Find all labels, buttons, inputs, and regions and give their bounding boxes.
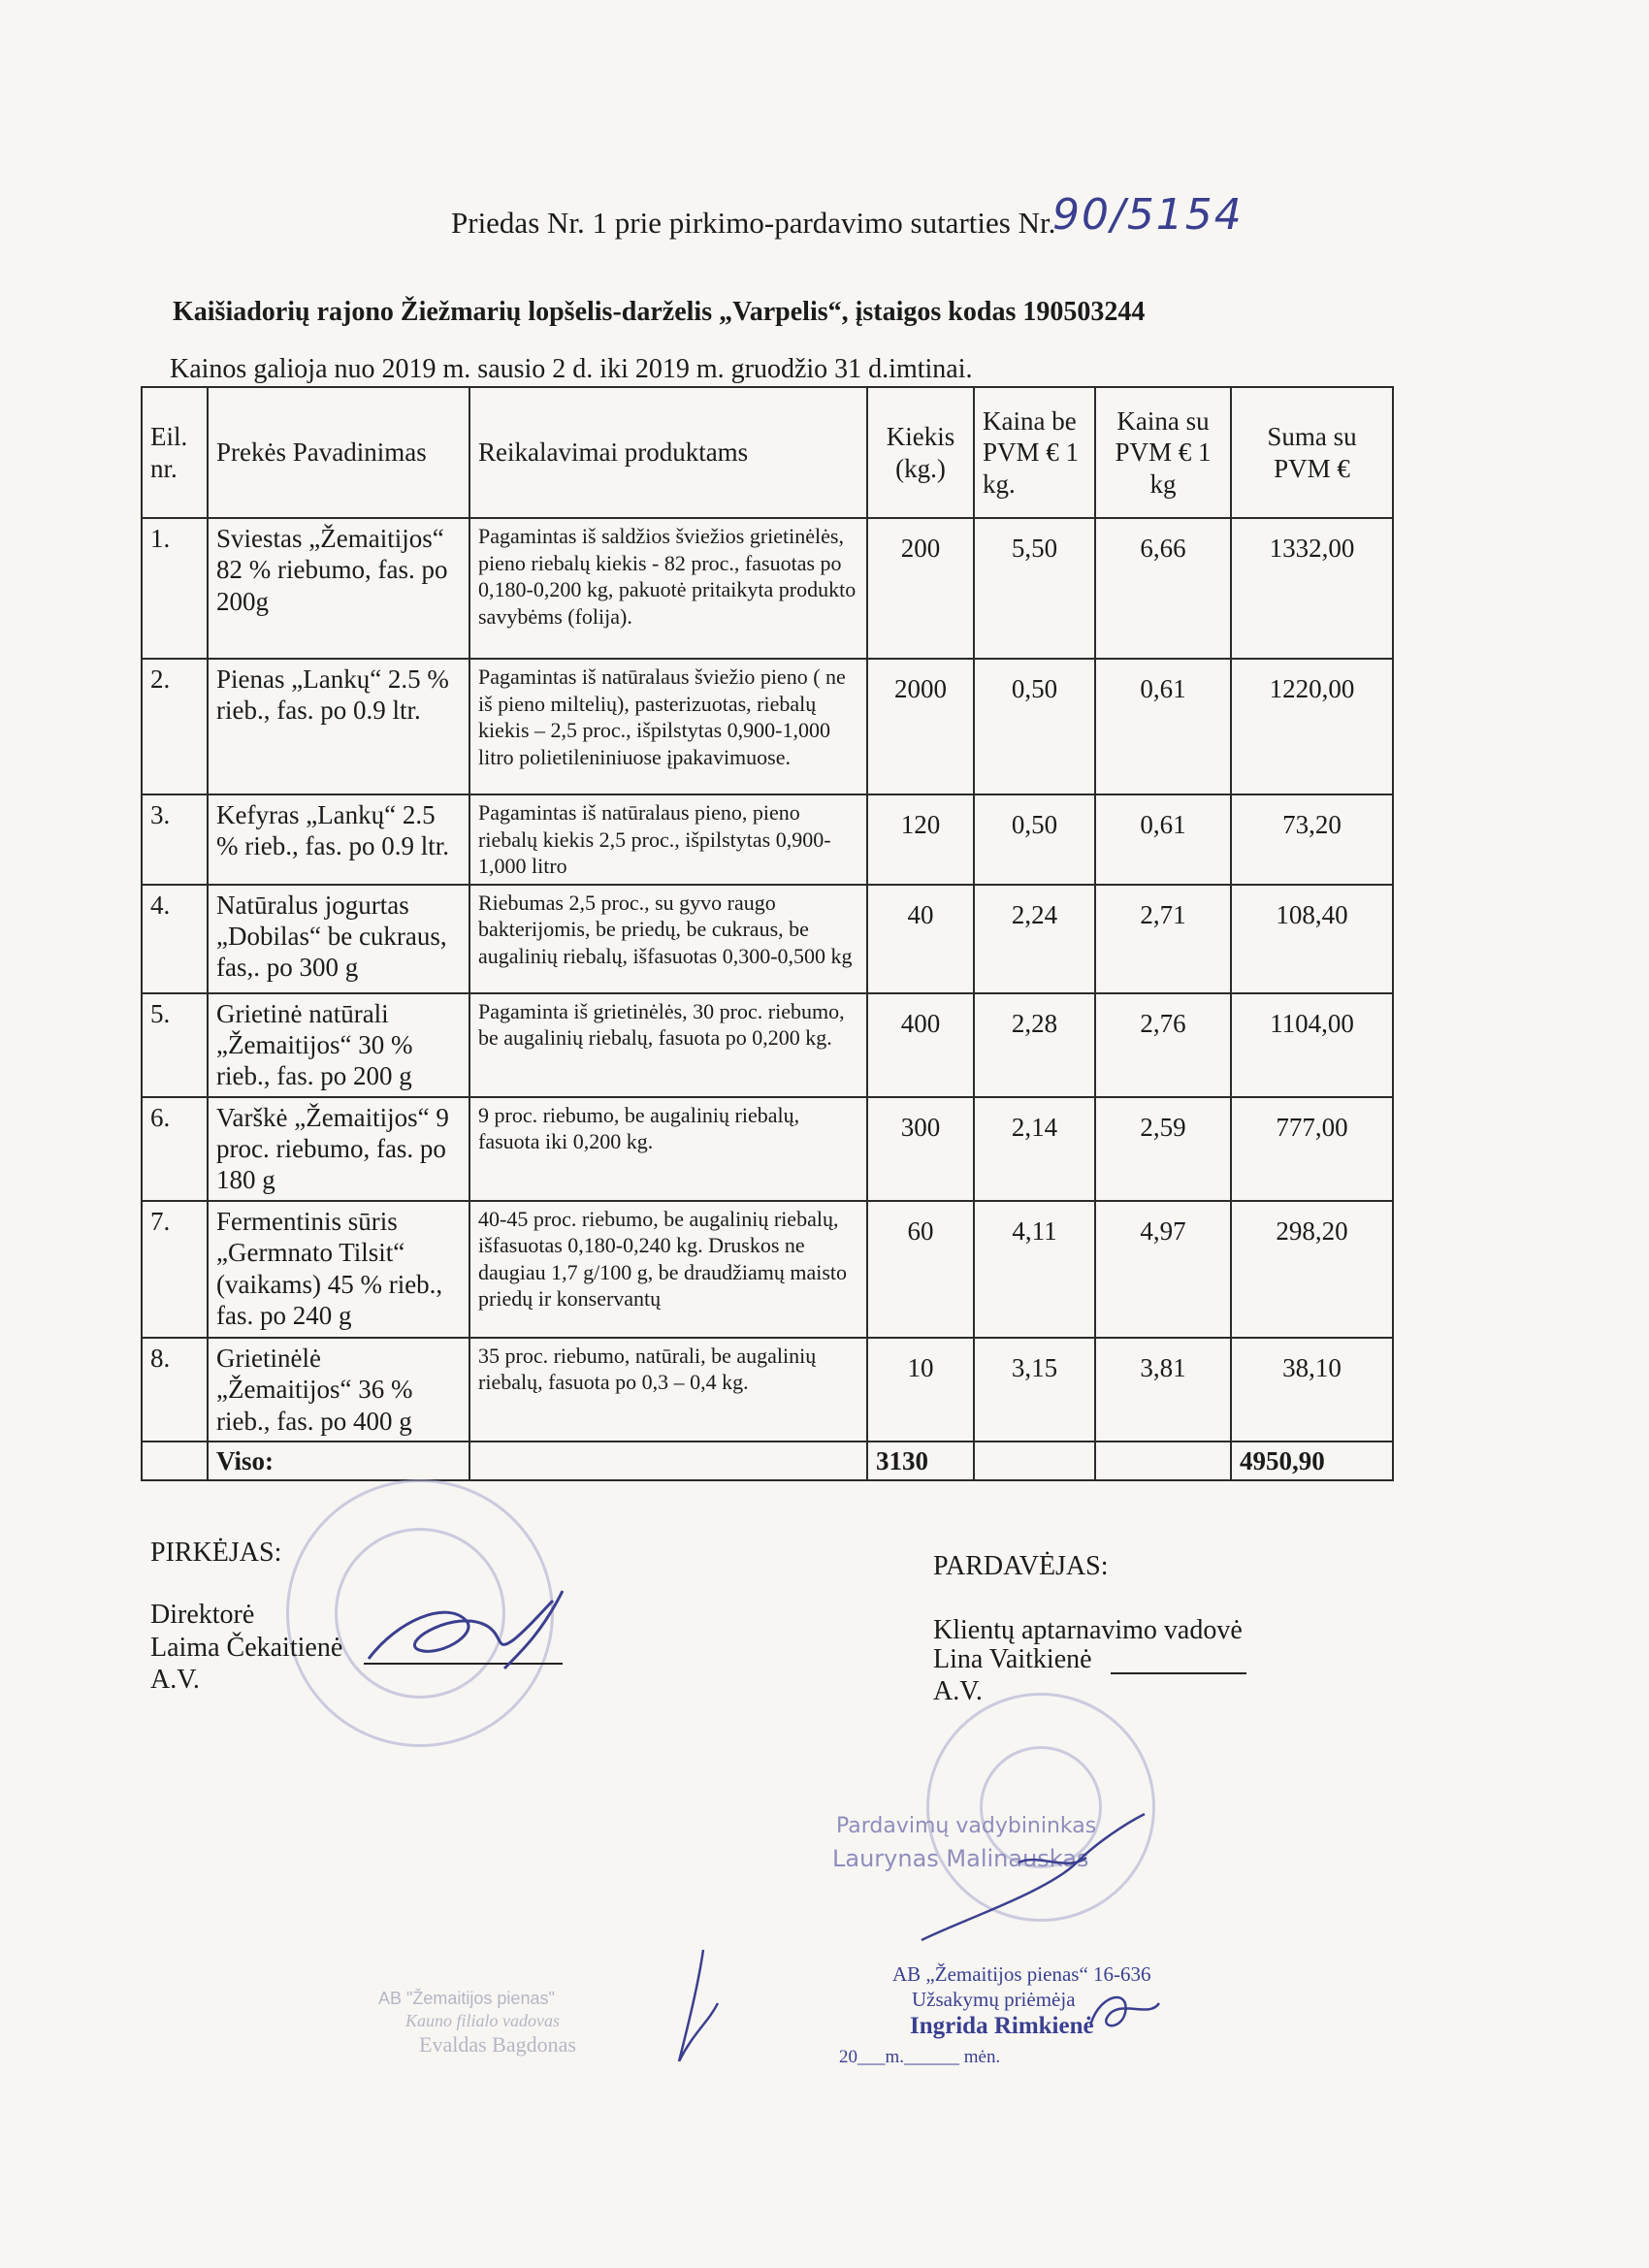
header-price: Kaina be PVM € 1 kg.: [974, 387, 1095, 518]
order-signature: [1082, 1984, 1169, 2052]
total-label: Viso:: [208, 1442, 469, 1480]
row-price-vat: 0,61: [1095, 794, 1231, 885]
row-price: 0,50: [974, 659, 1095, 794]
row-nr: 7.: [142, 1201, 208, 1338]
header-requirements: Reikalavimai produktams: [469, 387, 867, 518]
row-name: Natūralus jogurtas „Dobilas“ be cukraus, fas,. po 300 g: [208, 885, 469, 993]
organization-line: Kaišiadorių rajono Žiežmarių lopšelis-darželis „Varpelis“, įstaigos kodas 190503244: [173, 297, 1146, 327]
table-row: [142, 794, 1393, 885]
buyer-signature: [359, 1581, 572, 1688]
order-name: Ingrida Rimkienė: [910, 2013, 1094, 2039]
row-price: 5,50: [974, 518, 1095, 659]
contract-number-handwritten: 90/5154: [1052, 190, 1244, 240]
row-nr: 1.: [142, 518, 208, 659]
row-price: 2,24: [974, 885, 1095, 993]
buyer-name: Laima Čekaitienė: [150, 1633, 343, 1663]
row-nr: 4.: [142, 885, 208, 993]
row-price-vat: 0,61: [1095, 659, 1231, 794]
row-price-vat: 2,76: [1095, 993, 1231, 1097]
table-row: [142, 518, 1393, 659]
branch-title: Kauno filialo vadovas: [405, 2011, 560, 2030]
total-empty-cell: [974, 1442, 1095, 1480]
row-price-vat: 4,97: [1095, 1201, 1231, 1338]
seller-av: A.V.: [933, 1676, 983, 1706]
row-price-vat: 2,71: [1095, 885, 1231, 993]
date-line: 20___m.______ mėn.: [839, 2047, 1001, 2067]
row-requirements: Riebumas 2,5 proc., su gyvo raugo bakterijomis, be priedų, be cukraus, be augalinių riebalų, išfasuotas 0,300-0,500 kg: [469, 885, 867, 993]
manager-title: Pardavimų vadybininkas: [836, 1814, 1097, 1838]
table-row: [142, 885, 1393, 993]
row-price: 3,15: [974, 1338, 1095, 1442]
row-price-vat: 6,66: [1095, 518, 1231, 659]
table-row: [142, 1201, 1393, 1338]
header-name: Prekės Pavadinimas: [208, 387, 469, 518]
buyer-role: Direktorė: [150, 1600, 255, 1630]
table-row: [142, 1097, 1393, 1201]
row-requirements: Pagamintas iš natūralaus pieno, pieno riebalų kiekis 2,5 proc., išpilstytas 0,900-1,000 litro: [469, 794, 867, 885]
branch-name: Evaldas Bagdonas: [419, 2032, 576, 2057]
seller-heading: PARDAVĖJAS:: [933, 1551, 1109, 1581]
row-nr: 2.: [142, 659, 208, 794]
table-row: [142, 1338, 1393, 1442]
buyer-heading: PIRKĖJAS:: [150, 1538, 282, 1568]
branch-company: AB "Žemaitijos pienas": [378, 1989, 555, 2008]
header-nr: Eil. nr.: [142, 387, 208, 518]
total-empty-cell: [142, 1442, 208, 1480]
seller-name: Lina Vaitkienė: [933, 1644, 1092, 1674]
row-nr: 6.: [142, 1097, 208, 1201]
row-sum: 108,40: [1231, 885, 1393, 993]
row-sum: 38,10: [1231, 1338, 1393, 1442]
row-price: 2,14: [974, 1097, 1095, 1201]
row-sum: 298,20: [1231, 1201, 1393, 1338]
row-name: Fermentinis sūris „Germnato Tilsit“ (vaikams) 45 % rieb., fas. po 240 g: [208, 1201, 469, 1338]
row-requirements: Pagamintas iš natūralaus šviežio pieno ( ne iš pieno miltelių), pasterizuotas, riebalų kiekis – 2,5 proc., išpilstytas 0,900-1,000 litro polietileniniuose įpakavimuose.: [469, 659, 867, 794]
row-price: 4,11: [974, 1201, 1095, 1338]
row-price: 2,28: [974, 993, 1095, 1097]
row-name: Grietinė natūrali „Žemaitijos“ 30 % rieb., fas. po 200 g: [208, 993, 469, 1097]
row-sum: 1104,00: [1231, 993, 1393, 1097]
row-quantity: 300: [867, 1097, 974, 1201]
buyer-av: A.V.: [150, 1665, 200, 1695]
row-name: Varškė „Žemaitijos“ 9 proc. riebumo, fas. po 180 g: [208, 1097, 469, 1201]
total-sum: 4950,90: [1231, 1442, 1393, 1480]
row-price: 0,50: [974, 794, 1095, 885]
row-quantity: 200: [867, 518, 974, 659]
title-text: Priedas Nr. 1 prie pirkimo-pardavimo sutarties Nr.: [451, 206, 1056, 240]
manager-name: Laurynas Malinauskas: [832, 1845, 1089, 1872]
row-requirements: Pagaminta iš grietinėlės, 30 proc. riebumo, be augalinių riebalų, fasuota po 0,200 kg.: [469, 993, 867, 1097]
company-line: AB „Žemaitijos pienas“ 16-636: [892, 1962, 1151, 1986]
row-sum: 777,00: [1231, 1097, 1393, 1201]
row-sum: 1332,00: [1231, 518, 1393, 659]
row-quantity: 60: [867, 1201, 974, 1338]
manager-signature: [902, 1804, 1154, 1960]
seller-role: Klientų aptarnavimo vadovė: [933, 1615, 1243, 1645]
order-title: Užsakymų priėmėja: [912, 1988, 1076, 2011]
table-header-row: [142, 387, 1393, 518]
branch-signature: [669, 1945, 728, 2071]
row-sum: 1220,00: [1231, 659, 1393, 794]
price-table: [141, 386, 1394, 1481]
row-requirements: 40-45 proc. riebumo, be augalinių riebalų, išfasuotas 0,180-0,240 kg. Druskos ne daugiau 1,7 g/100 g, be draudžiamų maisto priedų ir konservantų: [469, 1201, 867, 1338]
row-requirements: 35 proc. riebumo, natūrali, be augalinių riebalų, fasuota po 0,3 – 0,4 kg.: [469, 1338, 867, 1442]
total-empty-cell: [1095, 1442, 1231, 1480]
row-quantity: 400: [867, 993, 974, 1097]
total-quantity: 3130: [867, 1442, 974, 1480]
header-sum-vat: Suma su PVM €: [1231, 387, 1393, 518]
row-name: Sviestas „Žemaitijos“ 82 % riebumo, fas. po 200g: [208, 518, 469, 659]
row-sum: 73,20: [1231, 794, 1393, 885]
row-quantity: 120: [867, 794, 974, 885]
table-row: [142, 993, 1393, 1097]
row-name: Pienas „Lankų“ 2.5 % rieb., fas. po 0.9 ltr.: [208, 659, 469, 794]
row-name: Grietinėlė „Žemaitijos“ 36 % rieb., fas. po 400 g: [208, 1338, 469, 1442]
header-quantity: Kiekis (kg.): [867, 387, 974, 518]
row-nr: 5.: [142, 993, 208, 1097]
seller-signature-line: [1111, 1672, 1246, 1674]
row-quantity: 10: [867, 1338, 974, 1442]
row-quantity: 40: [867, 885, 974, 993]
row-price-vat: 2,59: [1095, 1097, 1231, 1201]
total-row: [142, 1442, 1393, 1480]
total-empty-cell: [469, 1442, 867, 1480]
row-nr: 8.: [142, 1338, 208, 1442]
row-requirements: Pagamintas iš saldžios šviežios grietinėlės, pieno riebalų kiekis - 82 proc., fasuotas po 0,180-0,200 kg, pakuotė pritaikyta produkto savybėms (folija).: [469, 518, 867, 659]
row-requirements: 9 proc. riebumo, be augalinių riebalų, fasuota iki 0,200 kg.: [469, 1097, 867, 1201]
row-name: Kefyras „Lankų“ 2.5 % rieb., fas. po 0.9 ltr.: [208, 794, 469, 885]
header-price-vat: Kaina su PVM € 1 kg: [1095, 387, 1231, 518]
validity-line: Kainos galioja nuo 2019 m. sausio 2 d. iki 2019 m. gruodžio 31 d.imtinai.: [170, 354, 973, 384]
row-nr: 3.: [142, 794, 208, 885]
row-quantity: 2000: [867, 659, 974, 794]
row-price-vat: 3,81: [1095, 1338, 1231, 1442]
table-row: [142, 659, 1393, 794]
